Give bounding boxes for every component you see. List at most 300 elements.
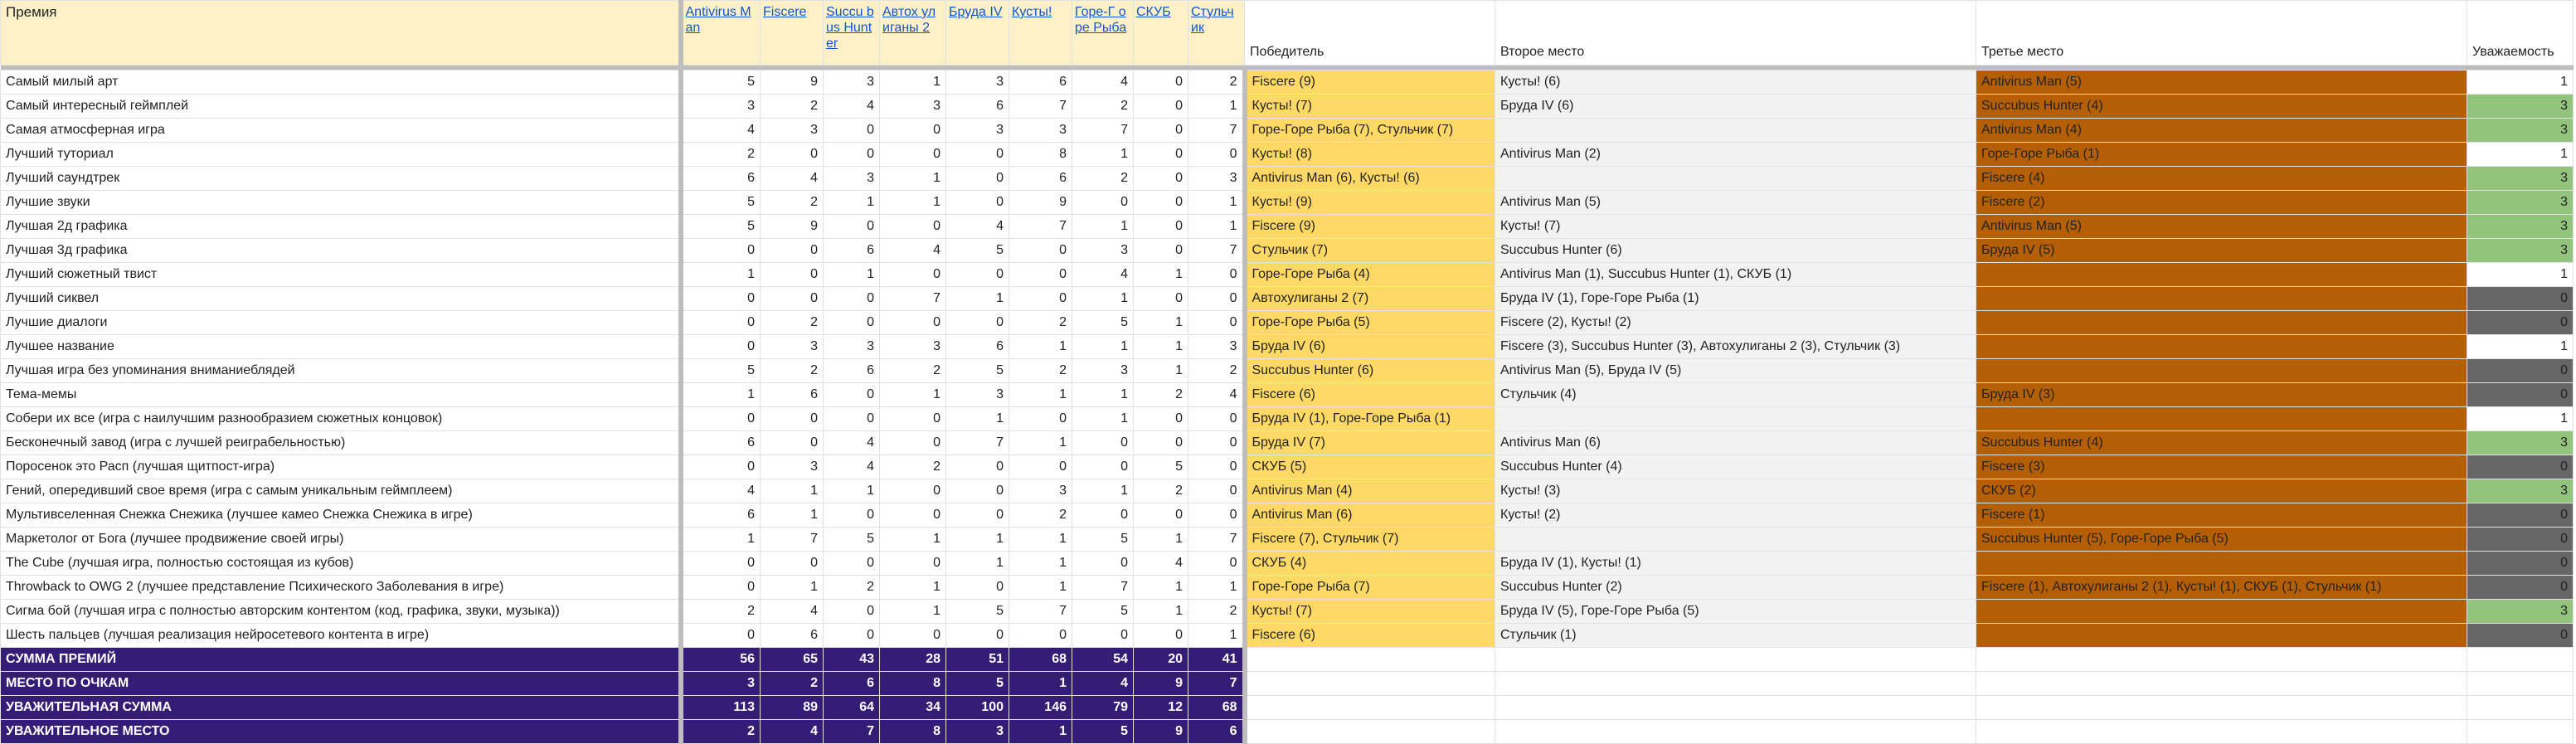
award-column-header[interactable]: Премия xyxy=(1,1,681,66)
vote-cell[interactable]: 0 xyxy=(761,239,824,263)
third-place-cell[interactable] xyxy=(1976,407,2467,431)
third-place-cell[interactable]: Горе-Горе Рыба (1) xyxy=(1976,143,2467,167)
second-place-cell[interactable]: Бруда IV (5), Горе-Горе Рыба (5) xyxy=(1495,600,1976,624)
vote-cell[interactable]: 1 xyxy=(1188,191,1245,215)
vote-cell[interactable]: 1 xyxy=(880,383,946,407)
vote-cell[interactable]: 3 xyxy=(946,383,1009,407)
game-header-bruda-iv[interactable] xyxy=(946,1,1009,66)
summary-value-cell[interactable]: 9 xyxy=(1134,672,1188,696)
summary-value-cell[interactable]: 1 xyxy=(1009,672,1072,696)
vote-cell[interactable]: 3 xyxy=(946,71,1009,95)
vote-cell[interactable]: 4 xyxy=(1188,383,1245,407)
second-place-cell[interactable]: Кусты! (7) xyxy=(1495,215,1976,239)
winner-cell[interactable]: Succubus Hunter (6) xyxy=(1245,359,1495,383)
summary-value-cell[interactable]: 56 xyxy=(681,648,761,672)
game-header-gore-gore-ryba[interactable] xyxy=(1072,1,1134,66)
vote-cell[interactable]: 1 xyxy=(880,71,946,95)
award-name-cell[interactable]: Лучший сиквел xyxy=(1,287,681,311)
vote-cell[interactable]: 1 xyxy=(1134,576,1188,600)
summary-value-cell[interactable]: 54 xyxy=(1072,648,1134,672)
vote-cell[interactable]: 0 xyxy=(1009,263,1072,287)
vote-cell[interactable]: 4 xyxy=(681,479,761,503)
vote-cell[interactable]: 5 xyxy=(1072,311,1134,335)
vote-cell[interactable]: 1 xyxy=(946,552,1009,576)
vote-cell[interactable]: 7 xyxy=(1009,95,1072,119)
vote-cell[interactable]: 2 xyxy=(681,143,761,167)
vote-cell[interactable]: 2 xyxy=(1188,71,1245,95)
vote-cell[interactable]: 3 xyxy=(880,335,946,359)
vote-cell[interactable]: 3 xyxy=(824,335,880,359)
summary-value-cell[interactable]: 4 xyxy=(1072,672,1134,696)
vote-cell[interactable]: 1 xyxy=(681,528,761,552)
vote-cell[interactable]: 0 xyxy=(1009,407,1072,431)
vote-cell[interactable]: 4 xyxy=(824,455,880,479)
game-link[interactable]: Стульч ик xyxy=(1191,5,1234,36)
vote-cell[interactable]: 5 xyxy=(681,191,761,215)
third-place-cell[interactable]: Fiscere (1) xyxy=(1976,503,2467,528)
award-name-cell[interactable]: Лучший сюжетный твист xyxy=(1,263,681,287)
summary-value-cell[interactable]: 3 xyxy=(946,720,1009,744)
vote-cell[interactable]: 3 xyxy=(946,119,1009,143)
summary-value-cell[interactable]: 68 xyxy=(1009,648,1072,672)
empty-cell[interactable] xyxy=(2467,648,2574,672)
award-name-cell[interactable]: Собери их все (игра с наилучшим разнообразием сюжетных концовок) xyxy=(1,407,681,431)
second-place-cell[interactable]: Кусты! (2) xyxy=(1495,503,1976,528)
vote-cell[interactable]: 1 xyxy=(1188,576,1245,600)
vote-cell[interactable]: 3 xyxy=(761,335,824,359)
winner-cell[interactable]: Горе-Горе Рыба (7), Стульчик (7) xyxy=(1245,119,1495,143)
respect-cell[interactable]: 3 xyxy=(2467,215,2574,239)
vote-cell[interactable]: 4 xyxy=(761,600,824,624)
vote-cell[interactable]: 6 xyxy=(681,167,761,191)
summary-value-cell[interactable]: 68 xyxy=(1188,696,1245,720)
winner-cell[interactable]: Fiscere (9) xyxy=(1245,215,1495,239)
award-name-cell[interactable]: Лучшая 2д графика xyxy=(1,215,681,239)
vote-cell[interactable]: 1 xyxy=(1009,528,1072,552)
vote-cell[interactable]: 1 xyxy=(761,503,824,528)
vote-cell[interactable]: 6 xyxy=(761,383,824,407)
second-place-cell[interactable]: Кусты! (6) xyxy=(1495,71,1976,95)
second-place-cell[interactable] xyxy=(1495,407,1976,431)
summary-value-cell[interactable]: 4 xyxy=(761,720,824,744)
second-place-cell[interactable]: Стульчик (4) xyxy=(1495,383,1976,407)
vote-cell[interactable]: 0 xyxy=(880,119,946,143)
vote-cell[interactable]: 2 xyxy=(1009,311,1072,335)
third-place-cell[interactable]: Antivirus Man (5) xyxy=(1976,215,2467,239)
vote-cell[interactable]: 4 xyxy=(880,239,946,263)
vote-cell[interactable]: 2 xyxy=(824,576,880,600)
summary-value-cell[interactable]: 34 xyxy=(880,696,946,720)
empty-cell[interactable] xyxy=(1245,720,1495,744)
vote-cell[interactable]: 7 xyxy=(1188,119,1245,143)
vote-cell[interactable]: 7 xyxy=(1009,600,1072,624)
vote-cell[interactable]: 0 xyxy=(681,335,761,359)
summary-value-cell[interactable]: 51 xyxy=(946,648,1009,672)
third-place-cell[interactable]: СКУБ (2) xyxy=(1976,479,2467,503)
vote-cell[interactable]: 6 xyxy=(946,95,1009,119)
vote-cell[interactable]: 1 xyxy=(946,528,1009,552)
vote-cell[interactable]: 1 xyxy=(880,191,946,215)
vote-cell[interactable]: 0 xyxy=(946,311,1009,335)
game-header-avtohuligany-2[interactable] xyxy=(880,1,946,66)
award-name-cell[interactable]: Мультивселенная Снежка Снежика (лучшее камео Снежка Снежика в игре) xyxy=(1,503,681,528)
vote-cell[interactable]: 0 xyxy=(1134,239,1188,263)
vote-cell[interactable]: 0 xyxy=(761,431,824,455)
third-place-cell[interactable]: Fiscere (3) xyxy=(1976,455,2467,479)
vote-cell[interactable]: 1 xyxy=(880,600,946,624)
vote-cell[interactable]: 0 xyxy=(946,576,1009,600)
second-place-cell[interactable]: Antivirus Man (5), Бруда IV (5) xyxy=(1495,359,1976,383)
game-link[interactable]: Бруда IV xyxy=(949,5,1003,19)
vote-cell[interactable]: 4 xyxy=(681,119,761,143)
vote-cell[interactable]: 1 xyxy=(681,383,761,407)
vote-cell[interactable]: 0 xyxy=(761,143,824,167)
winner-cell[interactable]: Кусты! (7) xyxy=(1245,95,1495,119)
second-place-cell[interactable]: Бруда IV (6) xyxy=(1495,95,1976,119)
summary-value-cell[interactable]: 2 xyxy=(681,720,761,744)
summary-label-cell[interactable]: МЕСТО ПО ОЧКАМ xyxy=(1,672,681,696)
vote-cell[interactable]: 0 xyxy=(761,287,824,311)
summary-value-cell[interactable]: 41 xyxy=(1188,648,1245,672)
award-name-cell[interactable]: Лучший саундтрек xyxy=(1,167,681,191)
vote-cell[interactable]: 0 xyxy=(1009,239,1072,263)
vote-cell[interactable]: 2 xyxy=(761,95,824,119)
award-name-cell[interactable]: The Cube (лучшая игра, полностью состоящая из кубов) xyxy=(1,552,681,576)
second-place-cell[interactable]: Antivirus Man (5) xyxy=(1495,191,1976,215)
vote-cell[interactable]: 0 xyxy=(946,624,1009,648)
vote-cell[interactable]: 0 xyxy=(946,263,1009,287)
empty-cell[interactable] xyxy=(1976,672,2467,696)
vote-cell[interactable]: 0 xyxy=(1072,431,1134,455)
respect-cell[interactable]: 3 xyxy=(2467,119,2574,143)
winner-cell[interactable]: Кусты! (7) xyxy=(1245,600,1495,624)
vote-cell[interactable]: 5 xyxy=(946,600,1009,624)
summary-value-cell[interactable]: 28 xyxy=(880,648,946,672)
respect-cell[interactable]: 3 xyxy=(2467,95,2574,119)
summary-value-cell[interactable]: 43 xyxy=(824,648,880,672)
vote-cell[interactable]: 5 xyxy=(1072,528,1134,552)
vote-cell[interactable]: 8 xyxy=(1009,143,1072,167)
third-place-cell[interactable] xyxy=(1976,552,2467,576)
vote-cell[interactable]: 1 xyxy=(824,479,880,503)
vote-cell[interactable]: 0 xyxy=(761,407,824,431)
second-place-cell[interactable]: Бруда IV (1), Кусты! (1) xyxy=(1495,552,1976,576)
vote-cell[interactable]: 4 xyxy=(824,431,880,455)
third-place-cell[interactable] xyxy=(1976,624,2467,648)
empty-cell[interactable] xyxy=(2467,672,2574,696)
vote-cell[interactable]: 1 xyxy=(761,479,824,503)
vote-cell[interactable]: 1 xyxy=(824,263,880,287)
vote-cell[interactable]: 1 xyxy=(1072,383,1134,407)
game-header-fiscere[interactable] xyxy=(761,1,824,66)
vote-cell[interactable]: 1 xyxy=(824,191,880,215)
vote-cell[interactable]: 1 xyxy=(1072,335,1134,359)
second-place-cell[interactable]: Succubus Hunter (2) xyxy=(1495,576,1976,600)
third-place-cell[interactable] xyxy=(1976,287,2467,311)
vote-cell[interactable]: 1 xyxy=(880,528,946,552)
winner-cell[interactable]: Бруда IV (7) xyxy=(1245,431,1495,455)
summary-value-cell[interactable]: 89 xyxy=(761,696,824,720)
summary-value-cell[interactable]: 8 xyxy=(880,720,946,744)
vote-cell[interactable]: 1 xyxy=(880,576,946,600)
vote-cell[interactable]: 3 xyxy=(824,167,880,191)
vote-cell[interactable]: 0 xyxy=(880,263,946,287)
vote-cell[interactable]: 7 xyxy=(1188,239,1245,263)
vote-cell[interactable]: 0 xyxy=(1188,311,1245,335)
third-place-cell[interactable]: Fiscere (2) xyxy=(1976,191,2467,215)
vote-cell[interactable]: 0 xyxy=(1134,503,1188,528)
vote-cell[interactable]: 3 xyxy=(681,95,761,119)
vote-cell[interactable]: 7 xyxy=(880,287,946,311)
vote-cell[interactable]: 1 xyxy=(1072,407,1134,431)
summary-value-cell[interactable]: 5 xyxy=(946,672,1009,696)
vote-cell[interactable]: 1 xyxy=(1134,528,1188,552)
vote-cell[interactable]: 0 xyxy=(1134,143,1188,167)
vote-cell[interactable]: 3 xyxy=(1188,335,1245,359)
summary-value-cell[interactable]: 9 xyxy=(1134,720,1188,744)
third-place-cell[interactable] xyxy=(1976,600,2467,624)
vote-cell[interactable]: 1 xyxy=(1072,215,1134,239)
game-link[interactable]: Автох улиганы 2 xyxy=(882,5,936,36)
respect-cell[interactable]: 1 xyxy=(2467,407,2574,431)
vote-cell[interactable]: 1 xyxy=(1188,624,1245,648)
empty-cell[interactable] xyxy=(1495,648,1976,672)
winner-cell[interactable]: Antivirus Man (4) xyxy=(1245,479,1495,503)
award-name-cell[interactable]: Лучшая игра без упоминания вниманиеблядей xyxy=(1,359,681,383)
winner-cell[interactable]: Горе-Горе Рыба (5) xyxy=(1245,311,1495,335)
vote-cell[interactable]: 3 xyxy=(1072,359,1134,383)
vote-cell[interactable]: 0 xyxy=(880,431,946,455)
summary-value-cell[interactable]: 64 xyxy=(824,696,880,720)
vote-cell[interactable]: 1 xyxy=(1072,287,1134,311)
vote-cell[interactable]: 9 xyxy=(1009,191,1072,215)
vote-cell[interactable]: 1 xyxy=(1188,215,1245,239)
vote-cell[interactable]: 3 xyxy=(1188,167,1245,191)
vote-cell[interactable]: 2 xyxy=(1134,479,1188,503)
vote-cell[interactable]: 1 xyxy=(1134,263,1188,287)
respect-column-header[interactable]: Уважаемость xyxy=(2467,1,2574,66)
vote-cell[interactable]: 3 xyxy=(880,95,946,119)
vote-cell[interactable]: 0 xyxy=(1188,263,1245,287)
vote-cell[interactable]: 0 xyxy=(880,311,946,335)
respect-cell[interactable]: 3 xyxy=(2467,191,2574,215)
second-place-cell[interactable]: Бруда IV (1), Горе-Горе Рыба (1) xyxy=(1495,287,1976,311)
second-place-cell[interactable]: Succubus Hunter (4) xyxy=(1495,455,1976,479)
vote-cell[interactable]: 1 xyxy=(1188,95,1245,119)
vote-cell[interactable]: 0 xyxy=(880,407,946,431)
award-name-cell[interactable]: Шесть пальцев (лучшая реализация нейросетевого контента в игре) xyxy=(1,624,681,648)
empty-cell[interactable] xyxy=(1245,696,1495,720)
game-link[interactable]: Antivirus Man xyxy=(685,5,751,36)
winner-cell[interactable]: Fiscere (9) xyxy=(1245,71,1495,95)
vote-cell[interactable]: 0 xyxy=(824,600,880,624)
third-column-header[interactable]: Третье место xyxy=(1976,1,2467,66)
winner-cell[interactable]: СКУБ (5) xyxy=(1245,455,1495,479)
second-place-cell[interactable]: Antivirus Man (6) xyxy=(1495,431,1976,455)
vote-cell[interactable]: 5 xyxy=(946,239,1009,263)
third-place-cell[interactable]: Succubus Hunter (5), Горе-Горе Рыба (5) xyxy=(1976,528,2467,552)
vote-cell[interactable]: 4 xyxy=(824,95,880,119)
award-name-cell[interactable]: Самый интересный геймплей xyxy=(1,95,681,119)
vote-cell[interactable]: 0 xyxy=(681,552,761,576)
summary-value-cell[interactable]: 6 xyxy=(824,672,880,696)
empty-cell[interactable] xyxy=(2467,696,2574,720)
vote-cell[interactable]: 3 xyxy=(761,455,824,479)
respect-cell[interactable]: 1 xyxy=(2467,71,2574,95)
respect-cell[interactable]: 0 xyxy=(2467,383,2574,407)
game-link[interactable]: Fiscere xyxy=(763,5,807,19)
vote-cell[interactable]: 0 xyxy=(1188,287,1245,311)
respect-cell[interactable]: 1 xyxy=(2467,335,2574,359)
winner-cell[interactable]: Кусты! (9) xyxy=(1245,191,1495,215)
summary-value-cell[interactable]: 7 xyxy=(1188,672,1245,696)
empty-cell[interactable] xyxy=(1495,720,1976,744)
third-place-cell[interactable] xyxy=(1976,359,2467,383)
vote-cell[interactable]: 7 xyxy=(946,431,1009,455)
vote-cell[interactable]: 0 xyxy=(1134,71,1188,95)
vote-cell[interactable]: 2 xyxy=(761,311,824,335)
vote-cell[interactable]: 7 xyxy=(1009,215,1072,239)
respect-cell[interactable]: 0 xyxy=(2467,359,2574,383)
vote-cell[interactable]: 0 xyxy=(1134,167,1188,191)
game-header-antivirus-man[interactable] xyxy=(681,1,761,66)
game-link[interactable]: Горе-Г оре Рыба xyxy=(1075,5,1127,36)
vote-cell[interactable]: 2 xyxy=(761,191,824,215)
vote-cell[interactable]: 6 xyxy=(1009,71,1072,95)
respect-cell[interactable]: 0 xyxy=(2467,287,2574,311)
respect-cell[interactable]: 0 xyxy=(2467,528,2574,552)
second-place-cell[interactable]: Fiscere (3), Succubus Hunter (3), Автохулиганы 2 (3), Стульчик (3) xyxy=(1495,335,1976,359)
vote-cell[interactable]: 4 xyxy=(946,215,1009,239)
third-place-cell[interactable] xyxy=(1976,263,2467,287)
winner-cell[interactable]: Стульчик (7) xyxy=(1245,239,1495,263)
vote-cell[interactable]: 2 xyxy=(1072,95,1134,119)
vote-cell[interactable]: 0 xyxy=(1134,119,1188,143)
summary-label-cell[interactable]: УВАЖИТЕЛЬНАЯ СУММА xyxy=(1,696,681,720)
vote-cell[interactable]: 0 xyxy=(1188,455,1245,479)
vote-cell[interactable]: 0 xyxy=(824,503,880,528)
vote-cell[interactable]: 1 xyxy=(761,576,824,600)
vote-cell[interactable]: 6 xyxy=(681,503,761,528)
game-header-skub[interactable] xyxy=(1134,1,1188,66)
vote-cell[interactable]: 0 xyxy=(681,239,761,263)
respect-cell[interactable]: 3 xyxy=(2467,167,2574,191)
award-name-cell[interactable]: Лучший туториал xyxy=(1,143,681,167)
summary-value-cell[interactable]: 20 xyxy=(1134,648,1188,672)
vote-cell[interactable]: 0 xyxy=(1072,455,1134,479)
winner-cell[interactable]: Автохулиганы 2 (7) xyxy=(1245,287,1495,311)
second-place-cell[interactable] xyxy=(1495,167,1976,191)
summary-value-cell[interactable]: 146 xyxy=(1009,696,1072,720)
vote-cell[interactable]: 7 xyxy=(1072,576,1134,600)
second-place-cell[interactable]: Кусты! (3) xyxy=(1495,479,1976,503)
third-place-cell[interactable]: Бруда IV (3) xyxy=(1976,383,2467,407)
award-name-cell[interactable]: Бесконечный завод (игра с лучшей реиграбельностью) xyxy=(1,431,681,455)
vote-cell[interactable]: 0 xyxy=(1134,191,1188,215)
empty-cell[interactable] xyxy=(1976,648,2467,672)
vote-cell[interactable]: 0 xyxy=(824,407,880,431)
award-name-cell[interactable]: Маркетолог от Бога (лучшее продвижение своей игры) xyxy=(1,528,681,552)
vote-cell[interactable]: 6 xyxy=(946,335,1009,359)
vote-cell[interactable]: 0 xyxy=(824,552,880,576)
winner-cell[interactable]: Бруда IV (6) xyxy=(1245,335,1495,359)
vote-cell[interactable]: 2 xyxy=(880,359,946,383)
summary-value-cell[interactable]: 1 xyxy=(1009,720,1072,744)
third-place-cell[interactable]: Fiscere (4) xyxy=(1976,167,2467,191)
vote-cell[interactable]: 9 xyxy=(761,71,824,95)
vote-cell[interactable]: 0 xyxy=(1188,143,1245,167)
vote-cell[interactable]: 7 xyxy=(1188,528,1245,552)
vote-cell[interactable]: 0 xyxy=(1134,95,1188,119)
third-place-cell[interactable]: Antivirus Man (4) xyxy=(1976,119,2467,143)
vote-cell[interactable]: 0 xyxy=(824,119,880,143)
winner-cell[interactable]: Fiscere (6) xyxy=(1245,383,1495,407)
winner-cell[interactable]: Бруда IV (1), Горе-Горе Рыба (1) xyxy=(1245,407,1495,431)
vote-cell[interactable]: 0 xyxy=(1072,503,1134,528)
game-link[interactable]: Кусты! xyxy=(1012,5,1052,19)
vote-cell[interactable]: 5 xyxy=(1134,455,1188,479)
summary-value-cell[interactable]: 8 xyxy=(880,672,946,696)
game-link[interactable]: СКУБ xyxy=(1136,5,1171,19)
vote-cell[interactable]: 0 xyxy=(946,191,1009,215)
vote-cell[interactable]: 0 xyxy=(946,143,1009,167)
winner-column-header[interactable]: Победитель xyxy=(1245,1,1495,66)
award-name-cell[interactable]: Лучшие звуки xyxy=(1,191,681,215)
vote-cell[interactable]: 0 xyxy=(824,311,880,335)
respect-cell[interactable]: 1 xyxy=(2467,143,2574,167)
summary-value-cell[interactable]: 79 xyxy=(1072,696,1134,720)
summary-value-cell[interactable]: 65 xyxy=(761,648,824,672)
vote-cell[interactable]: 0 xyxy=(880,479,946,503)
vote-cell[interactable]: 3 xyxy=(761,119,824,143)
summary-value-cell[interactable]: 2 xyxy=(761,672,824,696)
respect-cell[interactable]: 3 xyxy=(2467,479,2574,503)
game-header-stulchik[interactable] xyxy=(1188,1,1245,66)
game-link[interactable]: Succu bus Hunter xyxy=(826,5,874,51)
vote-cell[interactable]: 0 xyxy=(946,479,1009,503)
vote-cell[interactable]: 1 xyxy=(946,287,1009,311)
winner-cell[interactable]: Fiscere (7), Стульчик (7) xyxy=(1245,528,1495,552)
third-place-cell[interactable]: Succubus Hunter (4) xyxy=(1976,431,2467,455)
vote-cell[interactable]: 6 xyxy=(761,624,824,648)
empty-cell[interactable] xyxy=(1245,648,1495,672)
award-name-cell[interactable]: Тема-мемы xyxy=(1,383,681,407)
empty-cell[interactable] xyxy=(2467,720,2574,744)
respect-cell[interactable]: 0 xyxy=(2467,311,2574,335)
award-name-cell[interactable]: Самый милый арт xyxy=(1,71,681,95)
vote-cell[interactable]: 2 xyxy=(1188,359,1245,383)
vote-cell[interactable]: 2 xyxy=(880,455,946,479)
vote-cell[interactable]: 2 xyxy=(1072,167,1134,191)
vote-cell[interactable]: 4 xyxy=(1134,552,1188,576)
vote-cell[interactable]: 3 xyxy=(1009,479,1072,503)
vote-cell[interactable]: 1 xyxy=(1009,383,1072,407)
empty-cell[interactable] xyxy=(1495,672,1976,696)
vote-cell[interactable]: 0 xyxy=(1134,407,1188,431)
vote-cell[interactable]: 2 xyxy=(761,359,824,383)
third-place-cell[interactable]: Fiscere (1), Автохулиганы 2 (1), Кусты! (1), СКУБ (1), Стульчик (1) xyxy=(1976,576,2467,600)
vote-cell[interactable]: 3 xyxy=(1072,239,1134,263)
vote-cell[interactable]: 0 xyxy=(761,552,824,576)
third-place-cell[interactable]: Antivirus Man (5) xyxy=(1976,71,2467,95)
vote-cell[interactable]: 0 xyxy=(1134,431,1188,455)
vote-cell[interactable]: 6 xyxy=(824,239,880,263)
vote-cell[interactable]: 2 xyxy=(1009,359,1072,383)
vote-cell[interactable]: 0 xyxy=(880,624,946,648)
vote-cell[interactable]: 0 xyxy=(824,624,880,648)
vote-cell[interactable]: 1 xyxy=(946,407,1009,431)
vote-cell[interactable]: 0 xyxy=(1134,215,1188,239)
